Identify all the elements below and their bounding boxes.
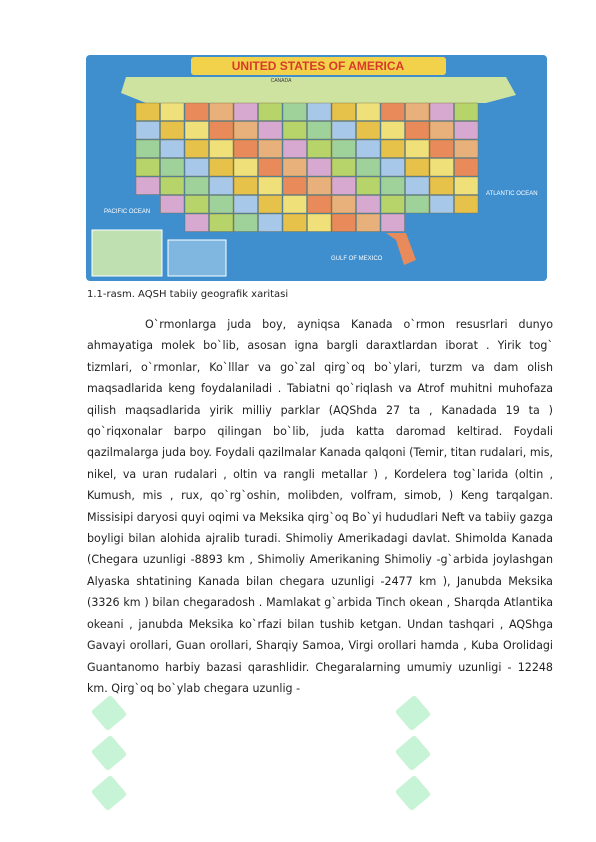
map-state-region — [308, 196, 332, 214]
map-state-region — [283, 214, 307, 232]
map-state-region — [430, 103, 454, 121]
map-state-region — [136, 140, 160, 158]
map-state-region — [185, 196, 209, 214]
map-state-region — [210, 140, 234, 158]
map-state-region — [259, 214, 283, 232]
map-state-region — [406, 103, 430, 121]
map-state-region — [455, 122, 479, 140]
map-state-region — [357, 196, 381, 214]
map-state-region — [161, 159, 185, 177]
map-label-canada: CANADA — [270, 78, 292, 84]
map-state-region — [357, 122, 381, 140]
map-label-atlantic: ATLANTIC OCEAN — [486, 191, 538, 197]
map-state-region — [406, 122, 430, 140]
map-state-region — [259, 122, 283, 140]
map-state-region — [185, 140, 209, 158]
map-state-region — [185, 159, 209, 177]
watermark-bottom-right — [382, 690, 442, 840]
map-hawaii-inset — [168, 240, 226, 276]
map-state-region — [381, 122, 405, 140]
map-state-region — [332, 122, 356, 140]
map-state-region — [210, 103, 234, 121]
map-state-region — [455, 140, 479, 158]
map-state-region — [406, 140, 430, 158]
map-state-region — [210, 196, 234, 214]
map-state-region — [455, 196, 479, 214]
map-state-region — [406, 196, 430, 214]
map-state-region — [185, 177, 209, 195]
map-state-region — [210, 122, 234, 140]
map-state-region — [136, 103, 160, 121]
map-label-pacific: PACIFIC OCEAN — [104, 209, 151, 215]
map-state-region — [381, 177, 405, 195]
map-state-region — [234, 177, 258, 195]
map-state-region — [185, 103, 209, 121]
map-state-region — [161, 140, 185, 158]
map-title: UNITED STATES OF AMERICA — [231, 59, 405, 73]
body-paragraph: O`rmonlarga juda boy, ayniqsa Kanada o`rmon resusrlari dunyo ahmayatiga molek bo`lib, asosan igna bargli daraxtlardan iborat . Yirik tog` tizmlari, o`rmonlar, Ko`lllar va go`zal qirg`oq bo`ylari, turzm va dam olish maqsadlarida keng foydalaniladi . Tabiatni qo`riqlash va Atrof muhitni muhofaza qilish maqsadlarida yirik milliy parklar (AQShda 27 ta , Kanadada 19 ta ) qo`riqxonalar barpo qilingan bo`lib, juda katta daromad keltirad. Foydali qazilmalarga juda boy. Foydali qazilmalar Kanada qalqoni (Temir, titan rudalari, mis, nikel, va uran rudalari , oltin va rangli metallar ) , Kordelera tog`larida (oltin , Kumush, mis , rux, qo`rg`oshin, molibden, volfram, simob, ) Keng tarqalgan. Missisipi daryosi quyi oqimi va Meksika qirg`oq Bo`yi hududlari Neft va tabiiy gazga boyligi bilan alohida ajralib turadi. Shimoliy Amerikadagi davlat. Shimolda Kanada (Chegara uzunligi -8893 km , Shimoliy Amerikaning Shimoliy -g`arbida joylashgan Alyaska shtatining Kanada bilan chegara uzunligi -2477 km ), Janubda Meksika (3326 km ) bilan chegaradosh . Mamlakat g`arbida Tinch okean , Sharqda Atlantika okeani , janubda Meksika ko`rfazi bilan tushib ketgan. Undan tashqari , AQShga Gavayi orollari, Guan orollari, Sharqiy Samoa, Virgi orollari hamda , Kuba Orolidagi Guantanomo harbiy bazasi qarashlidir. Chegaralarning umumiy uzunligi - 12248 km. Qirg`oq bo`ylab chegara uzunlig - — [87, 318, 554, 695]
map-state-region — [259, 159, 283, 177]
map-state-region — [136, 177, 160, 195]
map-state-region — [381, 103, 405, 121]
map-state-region — [430, 122, 454, 140]
map-state-region — [283, 140, 307, 158]
map-state-region — [332, 214, 356, 232]
map-state-region — [455, 159, 479, 177]
map-state-region — [161, 177, 185, 195]
map-state-region — [234, 159, 258, 177]
usa-map-image — [86, 55, 547, 281]
map-state-region — [308, 214, 332, 232]
map-state-region — [161, 196, 185, 214]
map-state-region — [161, 103, 185, 121]
map-state-region — [357, 103, 381, 121]
map-state-region — [332, 140, 356, 158]
map-state-region — [136, 159, 160, 177]
map-state-region — [283, 196, 307, 214]
map-state-region — [357, 140, 381, 158]
map-state-region — [283, 159, 307, 177]
map-state-region — [185, 122, 209, 140]
map-state-region — [430, 140, 454, 158]
map-state-region — [430, 196, 454, 214]
map-label-gulf: GULF OF MEXICO — [331, 256, 383, 262]
map-state-region — [357, 214, 381, 232]
map-state-region — [210, 159, 234, 177]
map-state-region — [332, 103, 356, 121]
map-state-region — [283, 103, 307, 121]
map-state-region — [381, 196, 405, 214]
map-state-region — [455, 177, 479, 195]
map-state-region — [283, 177, 307, 195]
map-state-region — [234, 214, 258, 232]
map-state-region — [234, 196, 258, 214]
map-state-region — [430, 177, 454, 195]
map-state-region — [406, 159, 430, 177]
map-canada-region — [121, 77, 516, 103]
map-state-region — [357, 159, 381, 177]
map-state-region — [381, 140, 405, 158]
map-state-region — [234, 103, 258, 121]
map-state-region — [259, 196, 283, 214]
watermark-bottom-left — [78, 690, 138, 840]
map-state-region — [308, 103, 332, 121]
map-state-region — [308, 122, 332, 140]
map-state-region — [357, 177, 381, 195]
map-state-region — [234, 140, 258, 158]
map-state-region — [455, 103, 479, 121]
map-state-region — [136, 122, 160, 140]
map-state-region — [406, 177, 430, 195]
map-state-region — [308, 177, 332, 195]
map-alaska-inset — [92, 230, 162, 276]
map-state-region — [210, 214, 234, 232]
map-state-region — [210, 177, 234, 195]
map-state-region — [430, 159, 454, 177]
map-state-region — [185, 214, 209, 232]
map-state-region — [161, 122, 185, 140]
figure-caption: 1.1-rasm. AQSH tabiiy geografik xaritasi — [87, 289, 289, 300]
map-state-region — [332, 196, 356, 214]
map-state-region — [381, 159, 405, 177]
map-state-region — [283, 122, 307, 140]
usa-map-svg — [86, 55, 547, 281]
map-state-region — [332, 159, 356, 177]
map-state-region — [381, 214, 405, 232]
map-state-region — [234, 122, 258, 140]
map-state-region — [308, 140, 332, 158]
map-state-region — [259, 177, 283, 195]
map-state-region — [259, 140, 283, 158]
map-state-region — [332, 177, 356, 195]
map-state-region — [259, 103, 283, 121]
map-state-region — [308, 159, 332, 177]
body-text — [87, 314, 553, 699]
